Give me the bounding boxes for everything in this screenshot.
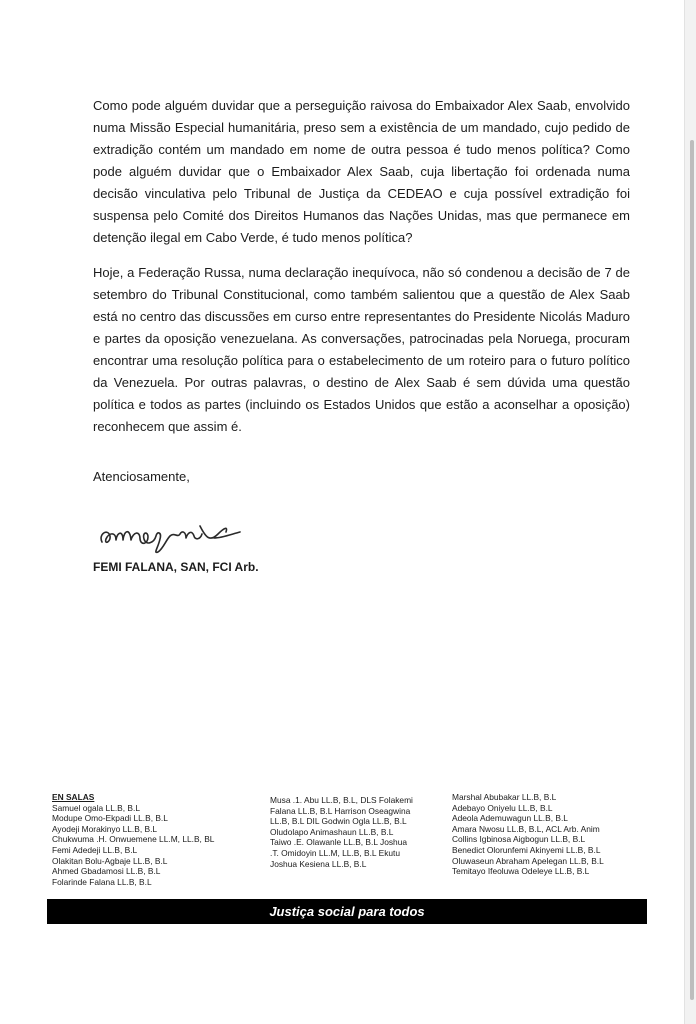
footer-column-heading: EN SALAS xyxy=(52,792,95,802)
scrollbar-thumb[interactable] xyxy=(690,140,694,1000)
signer-name: FEMI FALANA, SAN, FCI Arb. xyxy=(93,560,259,574)
footer-member: Samuel ogala LL.B, B.L xyxy=(52,802,140,813)
footer-member: LL.B, B.L DIL Godwin Ogla LL.B, B.L xyxy=(270,816,407,827)
footer-member: Amara Nwosu LL.B, B.L, ACL Arb. Anim xyxy=(452,823,600,834)
footer-column-3 xyxy=(452,792,604,877)
footer-member: Chukwuma .H. Onwuemene LL.M, LL.B, BL xyxy=(52,834,215,845)
footer-member: Modupe Omo-Ekpadi LL.B, B.L xyxy=(52,813,168,824)
footer-member: Joshua Kesiena LL.B, B.L xyxy=(270,858,367,869)
footer-member: Benedict Olorunfemi Akinyemi LL.B, B.L xyxy=(452,844,601,855)
footer-member: Marshal Abubakar LL.B, B.L xyxy=(452,792,557,802)
footer-member: Femi Adedeji LL.B, B.L xyxy=(52,844,138,855)
footer-member: Ayodeji Morakinyo LL.B, B.L xyxy=(52,823,158,834)
footer-member: Oluwaseun Abraham Apelegan LL.B, B.L xyxy=(452,855,604,866)
letter-paragraph-1: Como pode alguém duvidar que a perseguição raivosa do Embaixador Alex Saab, envolvido numa Missão Especial humanitária, preso sem a existência de um mandado, cujo pedido de extradição contém um mandado em nome de outra pessoa é tudo menos política? Como pode alguém duvidar que o Embaixador Alex Saab, cuja libertação foi ordenada numa decisão vinculativa pelo Tribunal de Justiça da CEDEAO e cuja possível extradição foi suspensa pelo Comité dos Direitos Humanos das Nações Unidas, mas que permanece em detenção ilegal em Cabo Verde, é tudo menos política? xyxy=(93,98,630,245)
footer-member: Adeola Ademuwagun LL.B, B.L xyxy=(452,813,568,824)
footer-member: Collins Igbinosa Aigbogun LL.B, B.L xyxy=(452,834,586,845)
footer-member: Folarinde Falana LL.B, B.L xyxy=(52,876,152,887)
footer-member: Oludolapo Animashaun LL.B, B.L xyxy=(270,826,394,837)
vertical-scrollbar[interactable] xyxy=(684,0,696,1024)
footer-member: Temitayo Ifeoluwa Odeleye LL.B, B.L xyxy=(452,866,590,877)
letter-closing: Atenciosamente, xyxy=(93,469,190,484)
footer-member: Olakitan Bolu-Agbaje LL.B, B.L xyxy=(52,855,168,866)
footer-column-2 xyxy=(270,795,440,869)
footer-member: Musa .1. Abu LL.B, B.L, DLS Folakemi xyxy=(270,795,413,805)
letter-paragraph-2: Hoje, a Federação Russa, numa declaração inequívoca, não só condenou a decisão de 7 de setembro do Tribunal Constitucional, como também salientou que a questão de Alex Saab está no centro das discussões em curso entre representantes do Presidente Nicolás Maduro e partes da oposição venezuelana. As conversações, patrocinadas pela Noruega, procuram encontrar uma resolução política para o estabelecimento de um roteiro para o futuro político da Venezuela. Por outras palavras, o destino de Alex Saab é sem dúvida uma questão política e todos as partes (incluindo os Estados Unidos que estão a aconselhar a oposição) reconhecem que assim é. xyxy=(93,265,630,434)
footer-column-1 xyxy=(52,792,214,887)
footer-member: Falana LL.B, B.L Harrison Oseagwina xyxy=(270,805,411,816)
footer-banner xyxy=(47,899,647,924)
footer-member: .T. Omidoyin LL.M, LL.B, B.L Ekutu xyxy=(270,847,401,858)
footer-member: Adebayo Oniyelu LL.B, B.L xyxy=(452,802,553,813)
footer-member: Taiwo .E. Olawanle LL.B, B.L Joshua xyxy=(270,837,408,848)
handwritten-signature xyxy=(96,512,266,558)
footer-banner-text: Justiça social para todos xyxy=(269,904,425,919)
footer-member: Ahmed Gbadamosi LL.B, B.L xyxy=(52,866,161,877)
